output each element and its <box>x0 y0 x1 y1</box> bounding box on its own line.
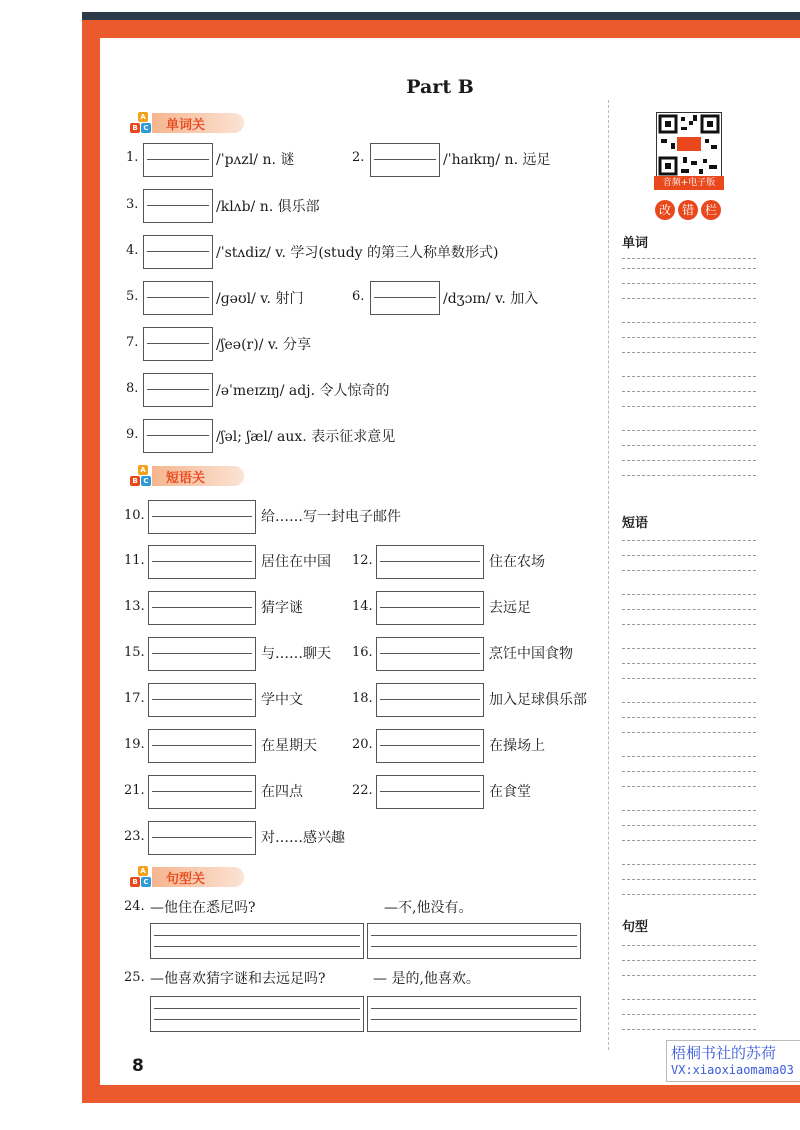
word-number: 4. <box>126 243 139 258</box>
word-hint: /dʒɔɪn/ v. 加入 <box>443 291 539 307</box>
sidebar-write-line[interactable] <box>622 999 756 1000</box>
phrase-number: 14. <box>352 599 373 614</box>
phrase-number: 22. <box>352 783 373 798</box>
word-answer-box[interactable] <box>143 143 213 177</box>
sidebar-write-line[interactable] <box>622 786 756 787</box>
phrase-hint: 烹饪中国食物 <box>489 646 573 662</box>
sidebar-write-line[interactable] <box>622 609 756 610</box>
sidebar-write-line[interactable] <box>622 771 756 772</box>
phrase-number: 12. <box>352 553 373 568</box>
sentence-question: —他喜欢猜字谜和去远足吗? <box>150 971 326 987</box>
sidebar-write-line[interactable] <box>622 258 756 259</box>
sidebar-write-line[interactable] <box>622 717 756 718</box>
sentence-answer-hint: — 是的,他喜欢。 <box>373 971 480 987</box>
sentence-number: 25. <box>124 970 145 985</box>
sidebar-write-line[interactable] <box>622 840 756 841</box>
phrase-hint: 学中文 <box>261 692 303 708</box>
sidebar-write-line[interactable] <box>622 975 756 976</box>
phrase-hint: 给……写一封电子邮件 <box>261 509 401 525</box>
column-divider <box>608 100 609 1050</box>
fix-char: 错 <box>678 200 698 220</box>
watermark <box>666 1040 800 1082</box>
phrase-hint: 在四点 <box>261 784 303 800</box>
sidebar-write-line[interactable] <box>622 1029 756 1030</box>
word-hint: /ʃeə(r)/ v. 分享 <box>216 337 312 353</box>
word-number: 2. <box>352 150 365 165</box>
phrase-answer-box[interactable] <box>376 545 484 579</box>
sidebar-write-line[interactable] <box>622 283 756 284</box>
phrase-number: 18. <box>352 691 373 706</box>
phrase-hint: 猜字谜 <box>261 600 303 616</box>
phrase-number: 15. <box>124 645 145 660</box>
phrase-number: 13. <box>124 599 145 614</box>
sidebar-write-line[interactable] <box>622 376 756 377</box>
phrase-answer-box[interactable] <box>148 637 256 671</box>
word-hint: /ˈhaɪkɪŋ/ n. 远足 <box>443 152 551 168</box>
word-number: 5. <box>126 289 139 304</box>
qr-code-icon[interactable] <box>656 112 722 178</box>
phrase-number: 10. <box>124 508 145 523</box>
phrase-hint: 在食堂 <box>489 784 531 800</box>
word-answer-box[interactable] <box>143 189 213 223</box>
sidebar-write-line[interactable] <box>622 445 756 446</box>
sidebar-write-line[interactable] <box>622 540 756 541</box>
word-answer-box[interactable] <box>143 235 213 269</box>
word-hint: /əˈmeɪzɪŋ/ adj. 令人惊奇的 <box>216 383 390 399</box>
sidebar-write-line[interactable] <box>622 702 756 703</box>
word-answer-box[interactable] <box>143 327 213 361</box>
sidebar-write-line[interactable] <box>622 322 756 323</box>
sidebar-write-line[interactable] <box>622 945 756 946</box>
watermark-line2: VX:xiaoxiaomama03 <box>671 1063 794 1077</box>
sidebar-write-line[interactable] <box>622 460 756 461</box>
word-number: 8. <box>126 381 139 396</box>
word-number: 6. <box>352 289 365 304</box>
phrase-answer-box[interactable] <box>148 729 256 763</box>
sidebar-write-line[interactable] <box>622 825 756 826</box>
sidebar-write-line[interactable] <box>622 406 756 407</box>
phrase-answer-box[interactable] <box>148 775 256 809</box>
word-number: 3. <box>126 197 139 212</box>
phrase-number: 16. <box>352 645 373 660</box>
sidebar-write-line[interactable] <box>622 732 756 733</box>
abc-icon: A B C <box>130 112 156 134</box>
sidebar-write-line[interactable] <box>622 960 756 961</box>
watermark-line1: 梧桐书社的苏荷 <box>671 1044 777 1062</box>
page-number: 8 <box>132 1056 144 1076</box>
phrase-answer-box[interactable] <box>376 683 484 717</box>
sidebar-write-line[interactable] <box>622 337 756 338</box>
sidebar-words-heading: 单词 <box>622 236 649 251</box>
sidebar-write-line[interactable] <box>622 298 756 299</box>
word-answer-box[interactable] <box>370 281 440 315</box>
phrase-hint: 居住在中国 <box>261 554 331 570</box>
page-title: Part B <box>406 76 474 98</box>
sidebar-write-line[interactable] <box>622 352 756 353</box>
section-sentences-label: 句型关 <box>166 872 206 887</box>
phrase-answer-box[interactable] <box>148 500 256 534</box>
top-bar <box>82 12 800 20</box>
sidebar-write-line[interactable] <box>622 810 756 811</box>
sidebar-write-line[interactable] <box>622 268 756 269</box>
word-answer-box[interactable] <box>143 373 213 407</box>
abc-icon: A B C <box>130 866 156 888</box>
sidebar-sentences-heading: 句型 <box>622 920 649 935</box>
phrase-hint: 住在农场 <box>489 554 545 570</box>
fix-char: 栏 <box>701 200 721 220</box>
phrase-hint: 与……聊天 <box>261 646 331 662</box>
sidebar-write-line[interactable] <box>622 624 756 625</box>
error-correction-label <box>655 199 724 221</box>
phrase-answer-box[interactable] <box>148 591 256 625</box>
sidebar-write-line[interactable] <box>622 648 756 649</box>
sentence-answer-hint: —不,他没有。 <box>384 900 473 916</box>
phrase-hint: 去远足 <box>489 600 531 616</box>
word-number: 7. <box>126 335 139 350</box>
phrase-number: 23. <box>124 829 145 844</box>
abc-icon: A B C <box>130 465 156 487</box>
word-hint: /ˈstʌdiz/ v. 学习(study 的第三人称单数形式) <box>216 245 499 261</box>
sidebar-write-line[interactable] <box>622 864 756 865</box>
phrase-number: 19. <box>124 737 145 752</box>
sidebar-write-line[interactable] <box>622 430 756 431</box>
phrase-answer-box[interactable] <box>376 729 484 763</box>
phrase-number: 11. <box>124 553 145 568</box>
sidebar-write-line[interactable] <box>622 879 756 880</box>
phrase-number: 21. <box>124 783 145 798</box>
phrase-hint: 加入足球俱乐部 <box>489 692 587 708</box>
fix-char: 改 <box>655 200 675 220</box>
sentence-answer-box[interactable] <box>150 923 364 959</box>
section-words-label: 单词关 <box>166 118 206 133</box>
word-answer-box[interactable] <box>370 143 440 177</box>
sidebar-write-line[interactable] <box>622 475 756 476</box>
word-hint: /ˈpʌzl/ n. 谜 <box>216 152 295 168</box>
phrase-answer-box[interactable] <box>376 637 484 671</box>
sidebar-write-line[interactable] <box>622 1014 756 1015</box>
phrase-answer-box[interactable] <box>376 775 484 809</box>
word-answer-box[interactable] <box>143 419 213 453</box>
phrase-answer-box[interactable] <box>376 591 484 625</box>
phrase-answer-box[interactable] <box>148 821 256 855</box>
sidebar-write-line[interactable] <box>622 391 756 392</box>
sentence-answer-box[interactable] <box>367 996 581 1032</box>
phrase-number: 20. <box>352 737 373 752</box>
word-hint: /klʌb/ n. 俱乐部 <box>216 199 320 215</box>
word-number: 1. <box>126 150 139 165</box>
sentence-answer-box[interactable] <box>367 923 581 959</box>
phrase-hint: 在星期天 <box>261 738 317 754</box>
sidebar-write-line[interactable] <box>622 678 756 679</box>
word-hint: /ɡəʊl/ v. 射门 <box>216 291 304 307</box>
sentence-question: —他住在悉尼吗? <box>150 900 256 916</box>
phrase-number: 17. <box>124 691 145 706</box>
phrase-hint: 在操场上 <box>489 738 545 754</box>
word-answer-box[interactable] <box>143 281 213 315</box>
phrase-answer-box[interactable] <box>148 545 256 579</box>
sidebar-phrases-heading: 短语 <box>622 516 649 531</box>
word-hint: /ʃəl; ʃæl/ aux. 表示征求意见 <box>216 429 396 445</box>
section-phrases-label: 短语关 <box>166 471 206 486</box>
phrase-hint: 对……感兴趣 <box>261 830 345 846</box>
phrase-answer-box[interactable] <box>148 683 256 717</box>
sentence-answer-box[interactable] <box>150 996 364 1032</box>
sidebar-write-line[interactable] <box>622 594 756 595</box>
sidebar-write-line[interactable] <box>622 570 756 571</box>
sidebar-write-line[interactable] <box>622 894 756 895</box>
word-number: 9. <box>126 427 139 442</box>
qr-label: 音频+电子版 <box>654 176 724 190</box>
sentence-number: 24. <box>124 899 145 914</box>
sidebar-write-line[interactable] <box>622 756 756 757</box>
sidebar-write-line[interactable] <box>622 663 756 664</box>
sidebar-write-line[interactable] <box>622 555 756 556</box>
